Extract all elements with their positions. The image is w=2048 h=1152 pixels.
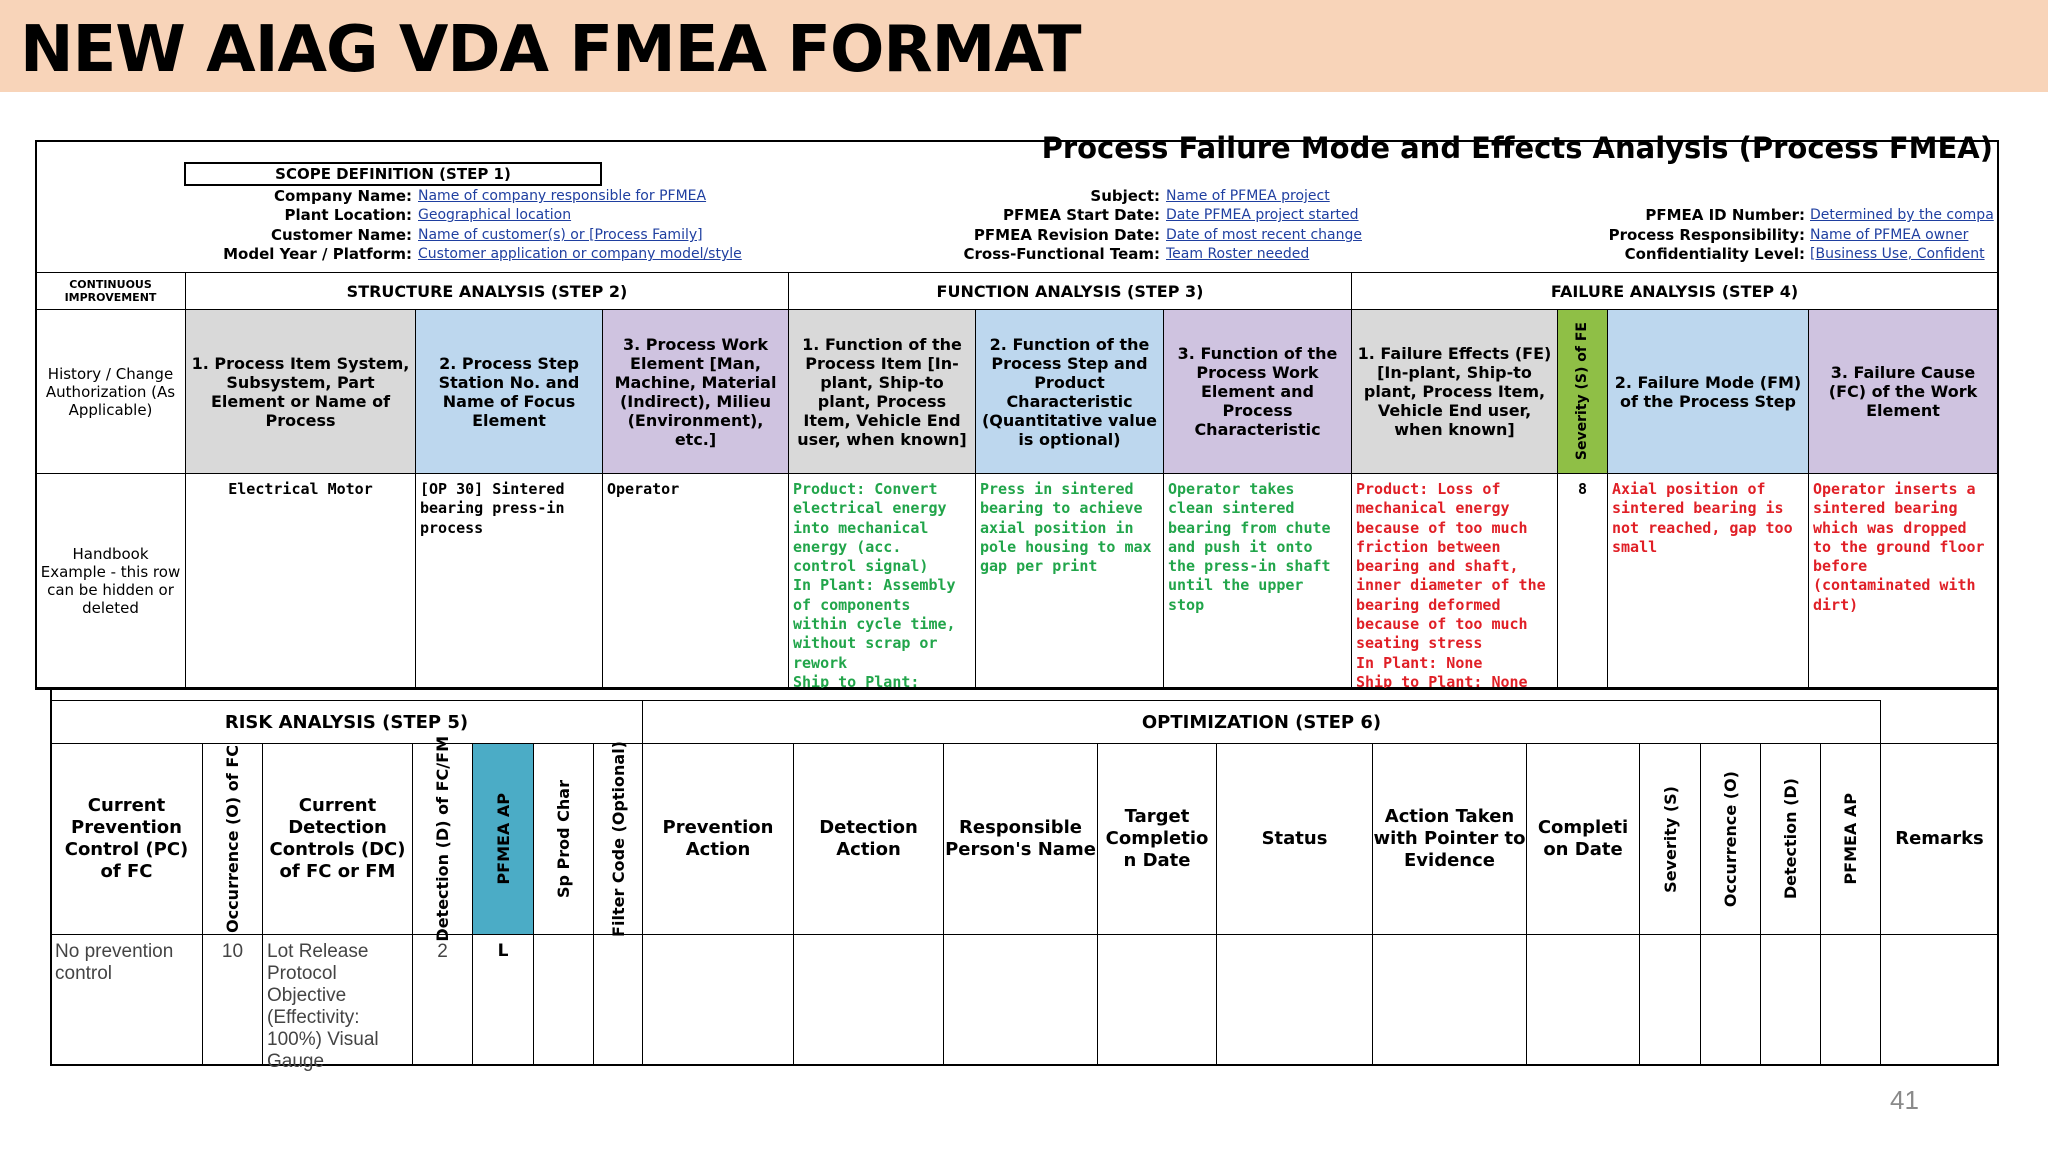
opt-pfmea-ap-column-label: PFMEA AP [1841,793,1860,885]
opt-severity-column-label: Severity (S) [1660,785,1680,893]
function-process-step-column-header: 2. Function of the Process Step and Product Characteristic (Quantitative value is optional) [975,309,1164,474]
team-label: Cross-Functional Team: [963,245,1160,263]
optimization-header: OPTIMIZATION (STEP 6) [642,700,1881,744]
function-process-item-column-header: 1. Function of the Process Item [In-plant, Ship-to plant, Process Item, Vehicle End user, when known] [788,309,976,474]
occurrence-value: 10 [202,934,263,1066]
page-number: 41 [1890,1085,1919,1115]
pfmea-id-value: Determined by the compa [1810,207,1994,223]
failure-mode-column-header: 2. Failure Mode (FM) of the Process Step [1607,309,1809,474]
continuous-improvement-header: CONTINUOUS IMPROVEMENT [35,272,186,310]
revision-date-value: Date of most recent change [1166,227,1362,243]
sp-prod-char-value [533,934,594,1066]
prevention-control-column-header: Current Prevention Control (PC) of FC [50,743,203,935]
severity-column-header [1557,309,1608,474]
pfmea-form-title: Process Failure Mode and Effects Analysis (Process FMEA) [1041,131,1993,165]
completion-date-column-header: Completi on Date [1526,743,1640,935]
filter-code-value [593,934,643,1066]
filter-code-column-label: Filter Code (Optional) [608,741,628,937]
confidentiality-value: [Business Use, Confident [1810,246,1985,262]
occurrence-column-header [202,743,263,935]
action-taken-value [1372,934,1527,1066]
pfmea-id-label: PFMEA ID Number: [1645,206,1805,224]
example-failure-mode: Axial position of sintered bearing is not reached, gap too small [1607,473,1809,688]
sp-prod-char-column-label: Sp Prod Char [554,780,573,898]
opt-severity-value [1639,934,1701,1066]
example-function-process-item: Product: Convert electrical energy into mechanical energy (acc. control signal) In Plant: Assembly of components within cycle time, without scrap or rework Ship to Plant: [788,473,976,688]
failure-cause-column-header: 3. Failure Cause (FC) of the Work Element [1808,309,1998,474]
prevention-action-value [642,934,794,1066]
example-failure-effects: Product: Loss of mechanical energy because of too much friction between bearing and shaft, inner diameter of the bearing deformed because of too much seating stress In Plant: None Ship to Plant: None [1351,473,1558,688]
example-failure-cause: Operator inserts a sintered bearing which was dropped to the ground floor before (contaminated with dirt) [1808,473,1998,688]
process-step-column-header: 2. Process Step Station No. and Name of Focus Element [415,309,603,474]
failure-effects-column-header: 1. Failure Effects (FE) [In-plant, Ship-to plant, Process Item, Vehicle End user, when known] [1351,309,1558,474]
customer-name-label: Customer Name: [271,226,412,244]
remarks-value [1880,934,1999,1066]
detection-column-header [412,736,473,942]
subject-value: Name of PFMEA project [1166,188,1330,204]
target-completion-date-value [1097,934,1217,1066]
title-banner [0,0,2048,92]
function-work-element-column-header: 3. Function of the Process Work Element and Process Characteristic [1163,309,1352,474]
plant-location-value: Geographical location [418,207,572,223]
customer-name-value: Name of customer(s) or [Process Family] [418,227,703,243]
target-completion-date-column-header: Target Completio n Date [1097,743,1217,935]
pfmea-ap-column-label: PFMEA AP [493,793,513,885]
opt-occurrence-value [1700,934,1761,1066]
opt-detection-column-label: Detection (D) [1781,778,1800,900]
sp-prod-char-column-header [533,743,594,935]
company-name-value: Name of company responsible for PFMEA [418,188,707,204]
remarks-column-header: Remarks [1880,743,1999,935]
status-value [1216,934,1373,1066]
revision-date-label: PFMEA Revision Date: [973,226,1160,244]
filter-code-column-header [593,743,643,935]
opt-occurrence-column-label: Occurrence (O) [1721,770,1740,908]
severity-column-label: Severity (S) of FE [1574,322,1590,461]
prevention-action-column-header: Prevention Action [642,743,794,935]
completion-date-value [1526,934,1640,1066]
model-year-label: Model Year / Platform: [223,245,412,263]
detection-column-label: Detection (D) of FC/FM [433,736,452,942]
status-column-header: Status [1216,743,1373,935]
responsible-person-column-header: Responsible Person's Name [943,743,1098,935]
opt-severity-column-header [1639,743,1701,935]
occurrence-column-label: Occurrence (O) of FC [223,745,242,933]
start-date-label: PFMEA Start Date: [1002,206,1160,224]
example-function-process-step: Press in sintered bearing to achieve axial position in pole housing to max gap per print [975,473,1164,688]
opt-detection-column-header [1760,743,1821,935]
opt-detection-value [1760,934,1821,1066]
prevention-control-value: No prevention control [50,934,203,1066]
detection-controls-column-header: Current Detection Controls (DC) of FC or FM [262,743,413,935]
plant-location-label: Plant Location: [284,206,412,224]
subject-label: Subject: [1090,187,1160,205]
process-responsibility-value: Name of PFMEA owner [1810,227,1969,243]
failure-analysis-header: FAILURE ANALYSIS (STEP 4) [1351,272,1998,310]
slide-title: NEW AIAG VDA FMEA FORMAT [20,13,1081,87]
opt-occurrence-column-header [1700,743,1761,935]
risk-analysis-header: RISK ANALYSIS (STEP 5) [50,700,643,744]
scope-definition-label: SCOPE DEFINITION (STEP 1) [184,162,602,186]
pfmea-ap-value: L [472,934,534,1066]
pfmea-ap-column-header [472,743,534,935]
example-severity: 8 [1557,473,1608,688]
start-date-value: Date PFMEA project started [1166,207,1359,223]
confidentiality-label: Confidentiality Level: [1624,245,1805,263]
example-process-item: Electrical Motor [185,473,416,688]
example-work-element: Operator [602,473,789,688]
handbook-example-note: Handbook Example - this row can be hidden or deleted [35,473,186,688]
company-name-label: Company Name: [274,187,412,205]
detection-action-value [793,934,944,1066]
responsible-person-value [943,934,1098,1066]
example-process-step: [OP 30] Sintered bearing press-in process [415,473,603,688]
opt-pfmea-ap-value [1820,934,1881,1066]
detection-value: 2 [412,934,473,1066]
process-responsibility-label: Process Responsibility: [1608,226,1805,244]
function-analysis-header: FUNCTION ANALYSIS (STEP 3) [788,272,1352,310]
action-taken-column-header: Action Taken with Pointer to Evidence [1372,743,1527,935]
structure-analysis-header: STRUCTURE ANALYSIS (STEP 2) [185,272,789,310]
history-column-header: History / Change Authorization (As Applicable) [35,309,186,474]
model-year-value: Customer application or company model/style [418,246,742,262]
process-item-column-header: 1. Process Item System, Subsystem, Part Element or Name of Process [185,309,416,474]
example-function-work-element: Operator takes clean sintered bearing from chute and push it onto the press-in shaft until the upper stop [1163,473,1352,688]
opt-pfmea-ap-column-header [1820,743,1881,935]
work-element-column-header: 3. Process Work Element [Man, Machine, Material (Indirect), Milieu (Environment), etc.] [602,309,789,474]
team-value: Team Roster needed [1166,246,1310,262]
detection-controls-value: Lot Release Protocol Objective (Effectivity: 100%) Visual Gauge [262,934,413,1066]
detection-action-column-header: Detection Action [793,743,944,935]
